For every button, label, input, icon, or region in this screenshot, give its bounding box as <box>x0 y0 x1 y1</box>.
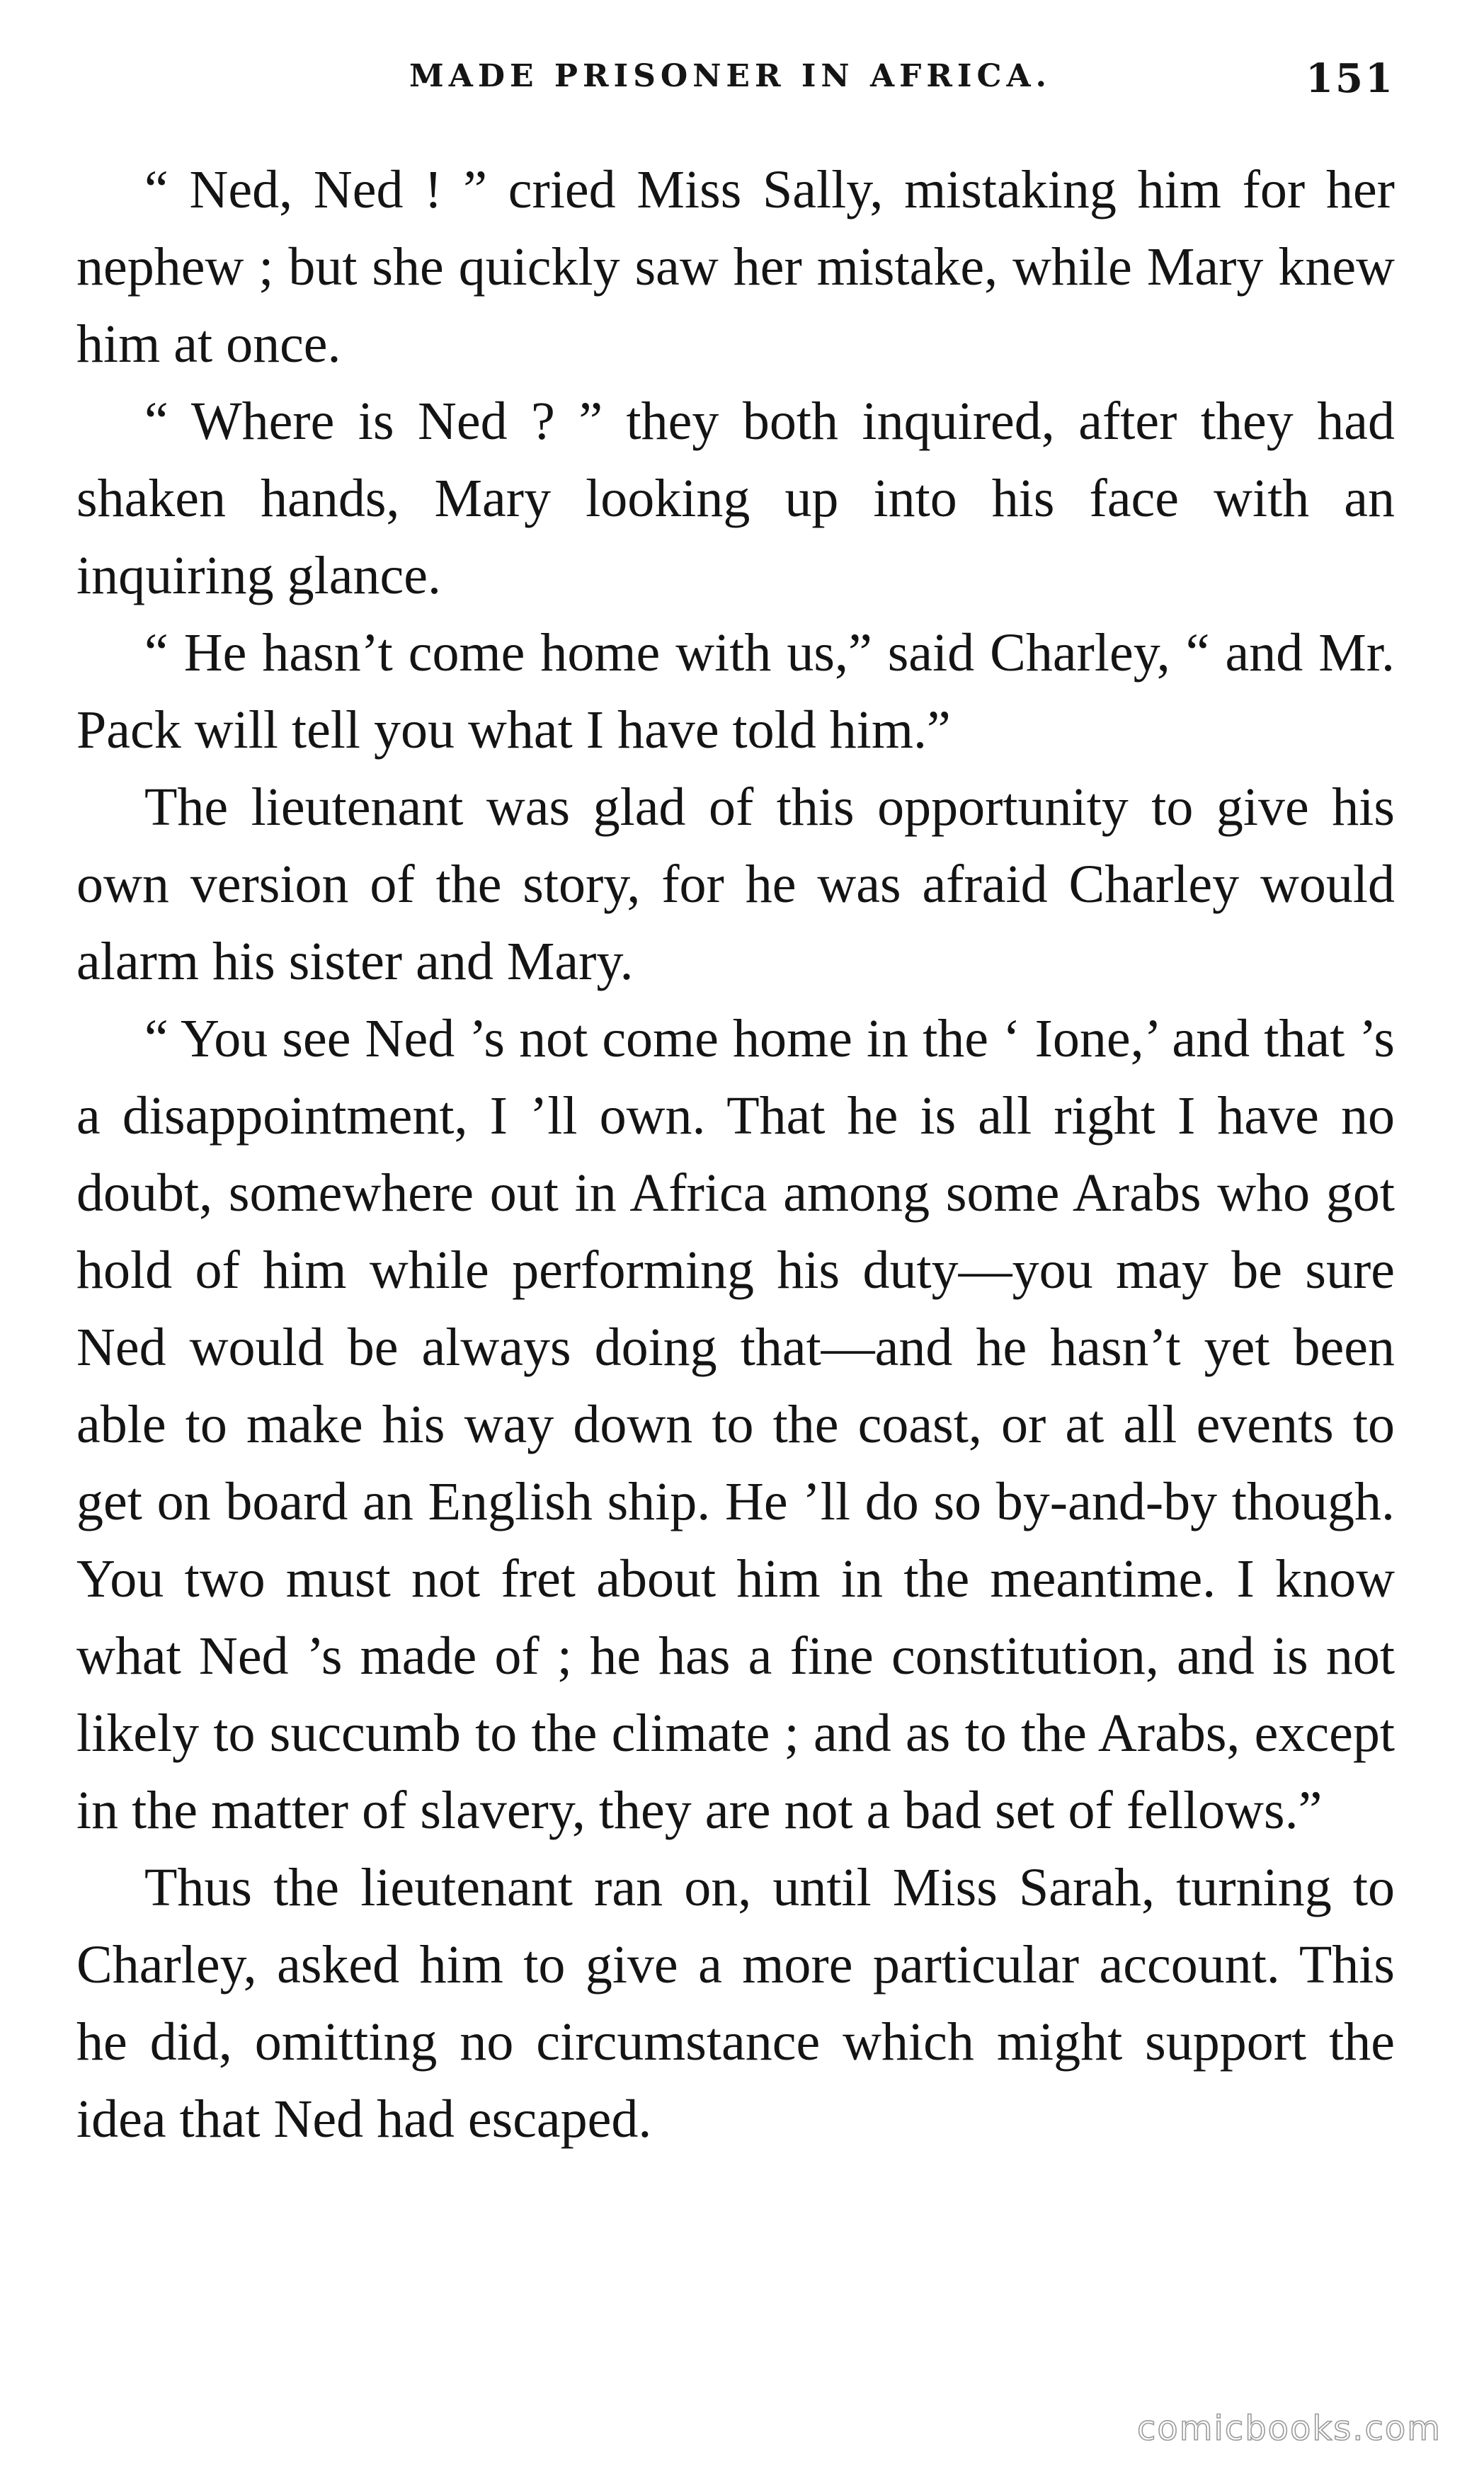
paragraph: “ Where is Ned ? ” they both inquired, after they had shaken hands, Mary looking up into his face with an inquiring glance. <box>76 392 1395 605</box>
watermark: comicbooks.com <box>1136 2409 1442 2448</box>
paragraph: Thus the lieutenant ran on, until Miss Sarah, turning to Charley, asked him to give a more particular account. This he did, omitting no circumstance which might support the idea that Ned had escaped. <box>76 1858 1395 2149</box>
body-text <box>76 152 1395 2158</box>
page-number: 151 <box>1306 55 1395 102</box>
paragraph: “ You see Ned ’s not come home in the ‘ Ione,’ and that ’s a disappointment, I ’ll own. That he is all right I have no doubt, somewhere out in Africa among some Arabs who got hold of him while performing his duty—you may be sure Ned would be always doing that—and he hasn’t yet been able to make his way down to the coast, or at all events to get on board an English ship. He ’ll do so by-and-by though. You two must not fret about him in the meantime. I know what Ned ’s made of ; he has a fine constitution, and is not likely to succumb to the climate ; and as to the Arabs, except in the matter of slavery, they are not a bad set of fellows.” <box>76 1009 1395 1840</box>
paragraph: The lieutenant was glad of this opportunity to give his own version of the story, for he was afraid Charley would alarm his sister and Mary. <box>76 777 1395 991</box>
running-title: MADE PRISONER IN AFRICA. <box>409 58 1051 94</box>
running-head <box>76 55 1408 112</box>
paragraph: “ Ned, Ned ! ” cried Miss Sally, mistaking him for her nephew ; but she quickly saw her mistake, while Mary knew him at once. <box>76 160 1395 374</box>
paragraph: “ He hasn’t come home with us,” said Charley, “ and Mr. Pack will tell you what I have told him.” <box>76 623 1395 760</box>
